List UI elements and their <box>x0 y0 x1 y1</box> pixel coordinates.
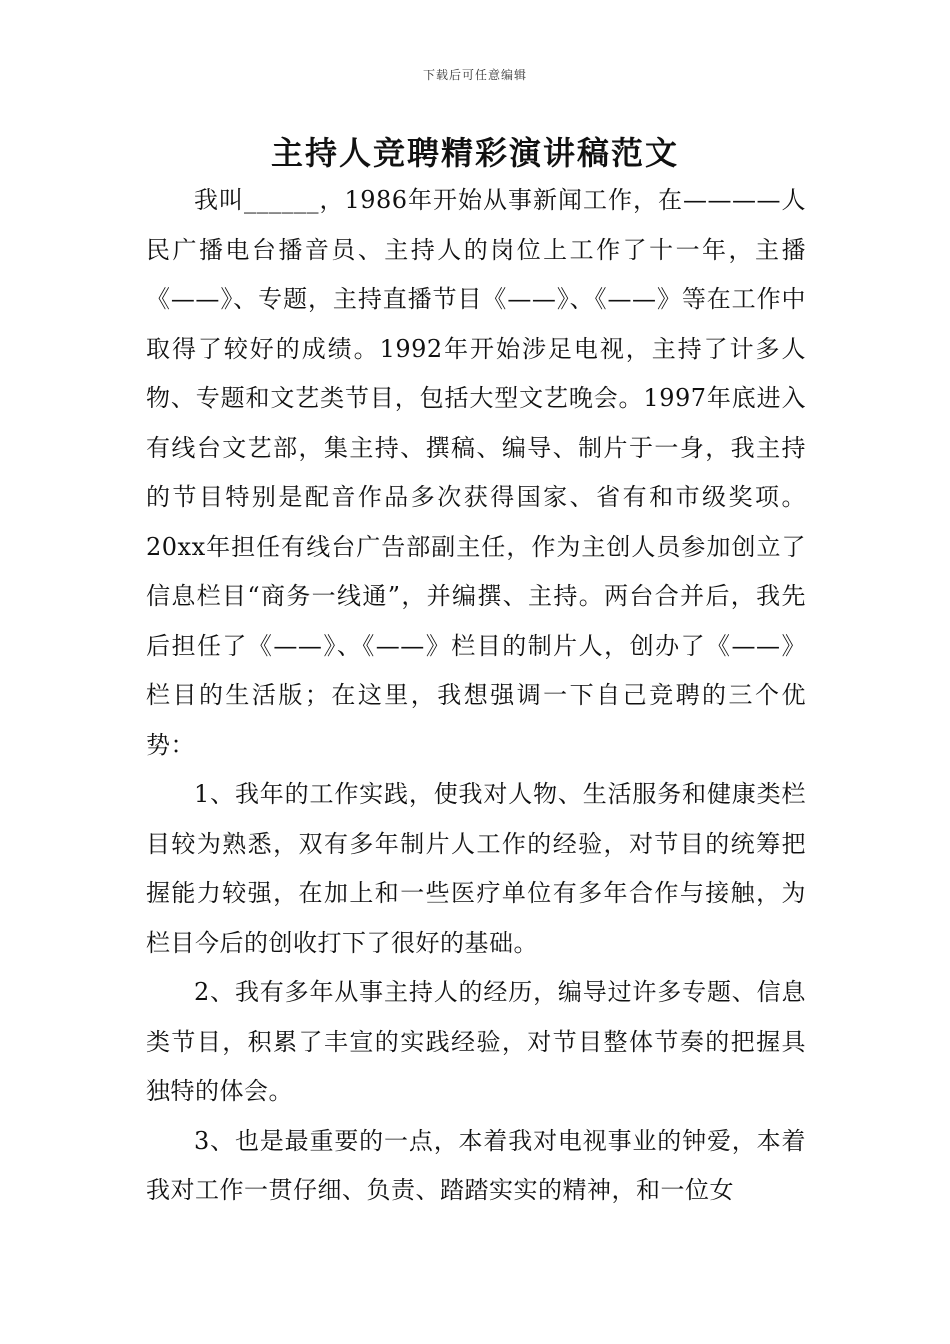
paragraph-advantage-2: 2、我有多年从事主持人的经历，编导过许多专题、信息类节目，积累了丰宣的实践经验，对节目整体节奏的把握具独特的体会。 <box>146 978 806 1105</box>
paragraph-advantage-1: 1、我年的工作实践，使我对人物、生活服务和健康类栏目较为熟悉，双有多年制片人工作的经验，对节目的统筹把握能力较强，在加上和一些医疗单位有多年合作与接触，为栏目今后的创收打下了很好的基础。 <box>146 780 806 957</box>
document-title: 主持人竞聘精彩演讲稿范文 <box>270 134 679 172</box>
header-note: 下载后可任意编辑 <box>422 68 527 82</box>
paragraph-intro: 我叫______，1986年开始从事新闻工作，在————人民广播电台播音员、主持人的岗位上工作了十一年，主播《——》、专题，主持直播节目《——》、《——》等在工作中取得了较好的成绩。1992年开始涉足电视，主持了计多人物、专题和文艺类节目，包括大型文艺晚会。1997年底进入有线台文艺部，集主持、撰稿、编导、制片于一身，我主持的节目特别是配音作品多次获得国家、省有和市级奖项。20xx年担任有线台广告部副主任，作为主创人员参加创立了信息栏目“商务一线通”，并编撰、主持。两台合并后，我先后担任了《——》、《——》栏目的制片人，创办了《——》栏目的生活版；在这里，我想强调一下自己竞聘的三个优势： <box>146 186 806 759</box>
document-body <box>146 176 806 1216</box>
paragraph-advantage-3: 3、也是最重要的一点，本着我对电视事业的钟爱，本着我对工作一贯仔细、负责、踏踏实实的精神，和一位女 <box>146 1126 806 1204</box>
